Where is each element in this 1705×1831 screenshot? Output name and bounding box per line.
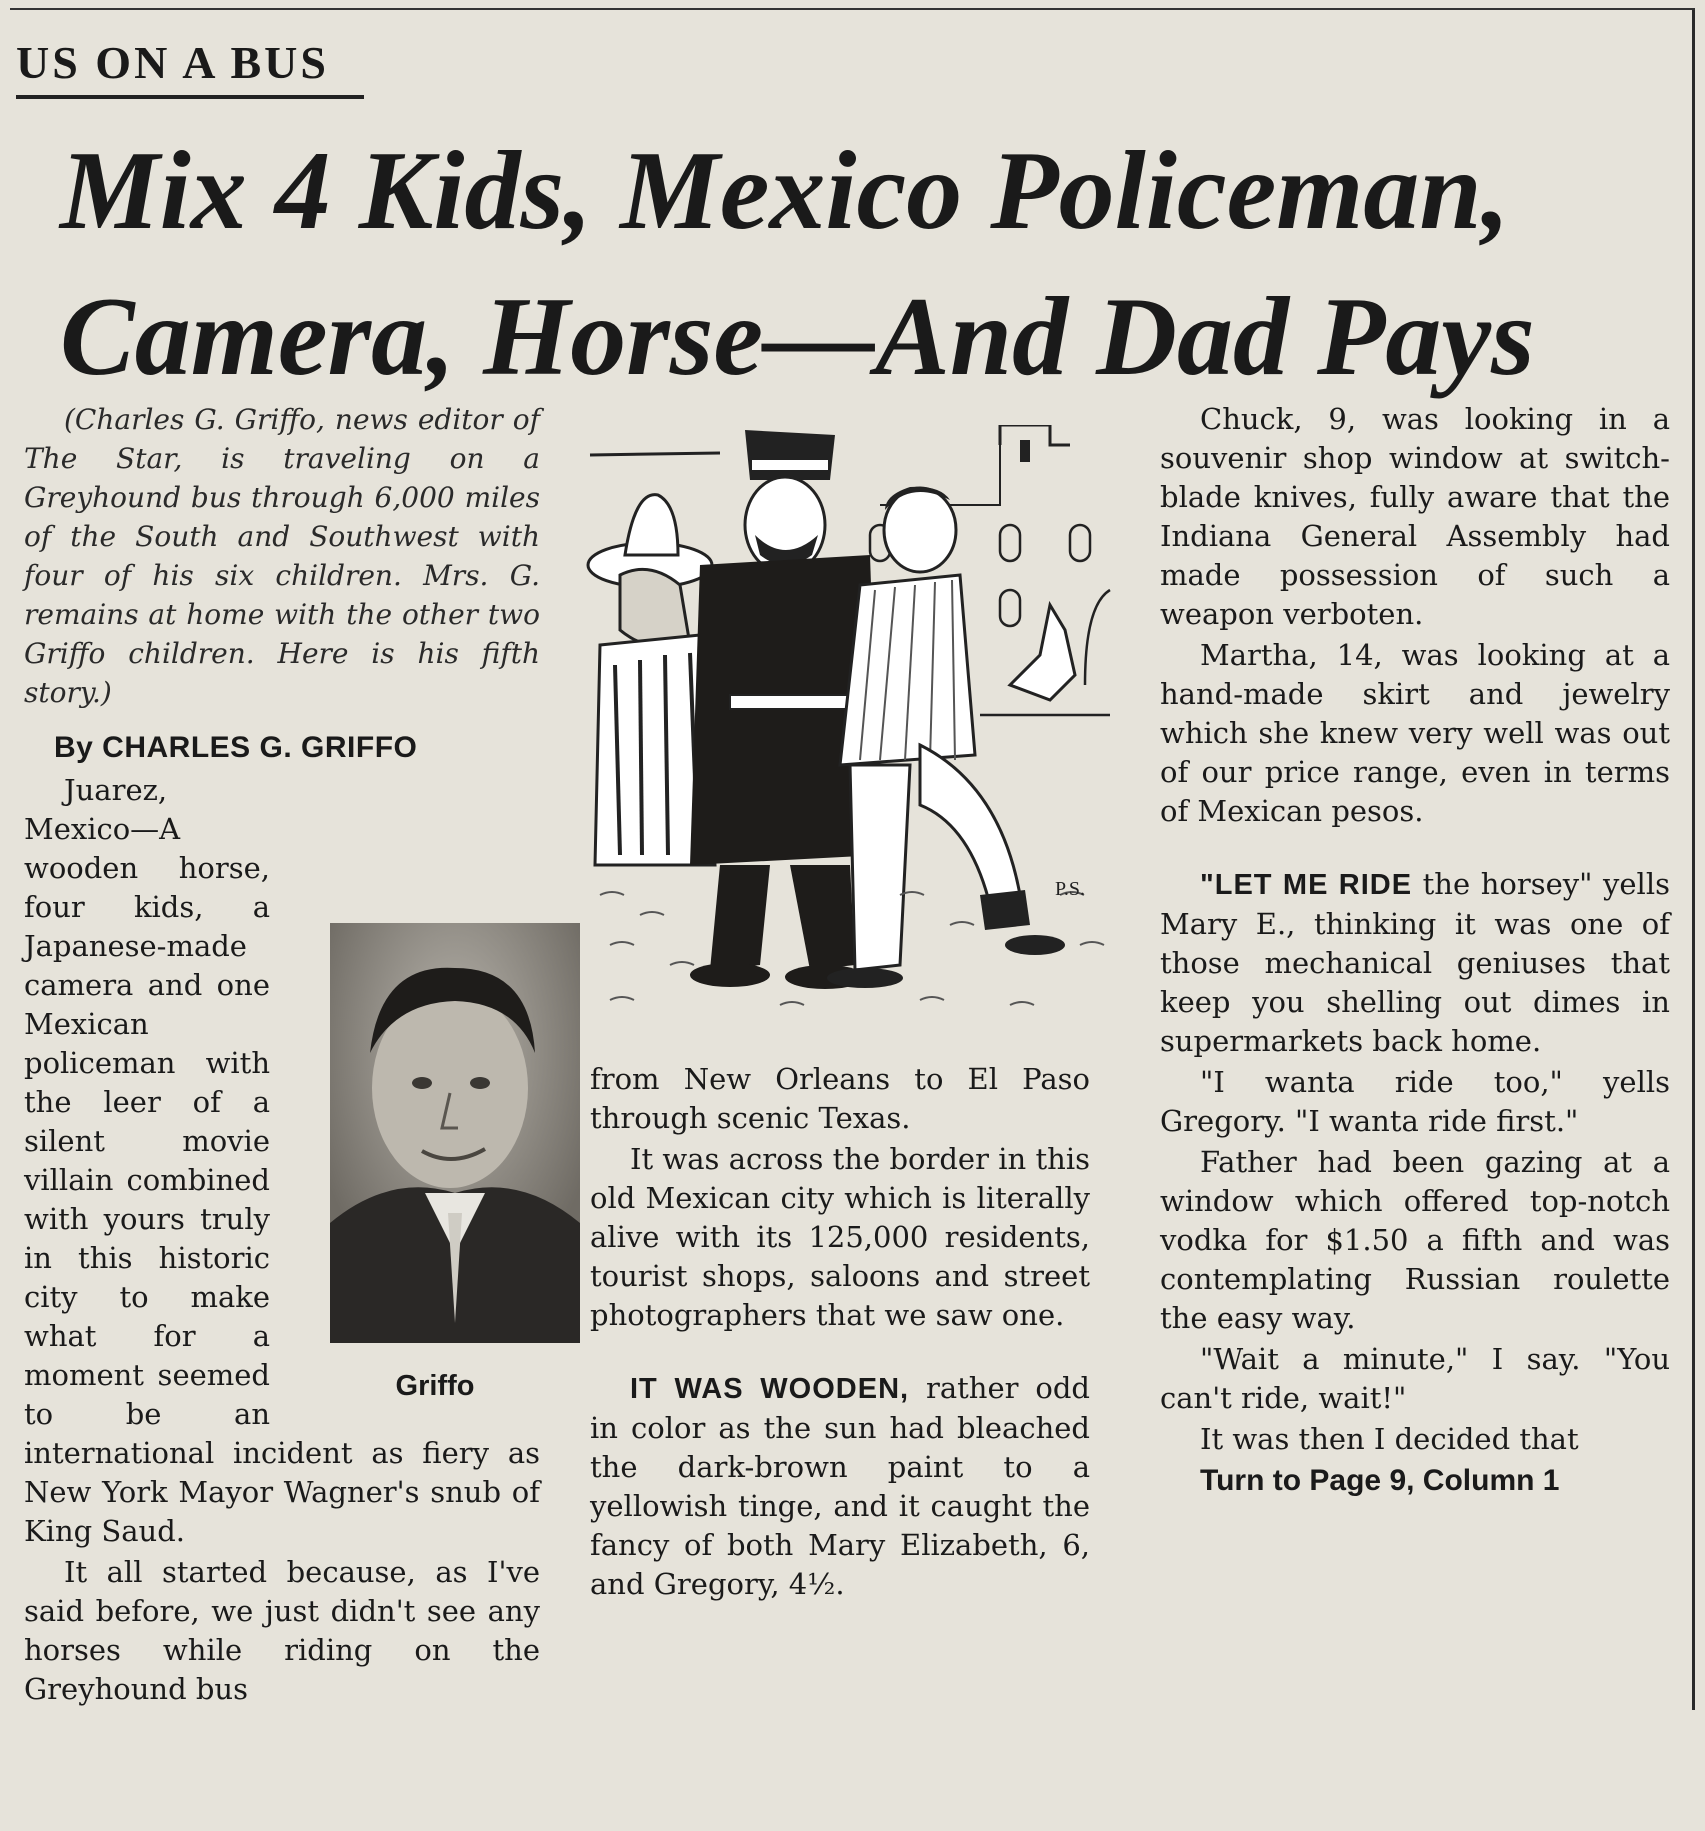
col2-paragraph-2: It was across the border in this old Mexican city which is literally alive with its 125,000 residents, tourist shops, saloons and street photographers that we saw one. xyxy=(590,1142,1090,1332)
col3-paragraph-2: Martha, 14, was looking at a hand-made skirt and jewelry which she knew very well was out of our price range, even in terms of Mexican pesos. xyxy=(1160,638,1670,828)
paragraph xyxy=(24,771,540,1551)
col1-paragraph-1: Juarez, Mexico—A wooden horse, four kids, a Japanese-made camera and one Mexican policeman with the leer of a silent movie villain combined with yours truly in this historic city to make what for a moment seemed to be an international incident as fiery as New York Mayor Wagner's snub of King Saud. xyxy=(24,773,540,1548)
col1-paragraph-2: It all started because, as I've said before, we just didn't see any horses while riding on the Greyhound bus xyxy=(24,1555,540,1706)
col3-paragraph-4: "I wanta ride too," yells Gregory. "I wanta ride first." xyxy=(1160,1065,1670,1138)
photo-caption: Griffo xyxy=(395,1370,475,1402)
column-rule xyxy=(1692,10,1695,1710)
col2-paragraph-3-text: rather odd in color as the sun had bleached the dark-brown paint to a yellowish tinge, and it caught the fancy of both Mary Elizabeth, 6, and Gregory, 4½. xyxy=(590,1371,1090,1601)
cartoon-illustration-icon xyxy=(580,425,1120,1025)
author-photo-block xyxy=(290,923,540,1406)
column-3 xyxy=(1160,400,1670,1500)
illustration-signature: P.S. xyxy=(1055,878,1086,900)
col3-paragraph-1: Chuck, 9, was looking in a souvenir shop window at switch-blade knives, fully aware that the Indiana General Assembly had made possession of such a weapon verboten. xyxy=(1160,402,1670,631)
column-1 xyxy=(24,400,540,1709)
newspaper-clipping xyxy=(10,8,1695,1820)
col3-paragraph-7: It was then I decided that xyxy=(1200,1422,1579,1456)
col3-paragraph-3 xyxy=(1160,865,1670,1061)
byline: By CHARLES G. GRIFFO xyxy=(54,731,418,764)
headline xyxy=(60,118,1680,410)
col3-paragraph-3-text: the horsey" yells Mary E., thinking it was one of those mechanical geniuses that keep you shelling out dimes in supermarkets back home. xyxy=(1160,867,1670,1058)
column-2 xyxy=(590,1060,1090,1604)
headline-line-1: Mix 4 Kids, Mexico Policeman, xyxy=(60,129,1510,253)
col2-paragraph-3 xyxy=(590,1369,1090,1604)
headline-line-2: Camera, Horse—And Dad Pays xyxy=(60,275,1535,399)
col3-paragraph-6: "Wait a minute," I say. "You can't ride, wait!" xyxy=(1160,1342,1670,1415)
editor-note: (Charles G. Griffo, news editor of The Star, is traveling on a Greyhound bus through 6,000 miles of the South and Southwest with four of his six children. Mrs. G. remains at home with the other two Griffo children. Here is his fifth story.) xyxy=(24,403,540,709)
subhead: "LET ME RIDE xyxy=(1200,869,1413,901)
kicker-label: US ON A BUS xyxy=(16,36,364,99)
subhead: IT WAS WOODEN, xyxy=(630,1373,910,1405)
continuation-line: Turn to Page 9, Column 1 xyxy=(1200,1464,1560,1497)
col2-paragraph-1: from New Orleans to El Paso through scenic Texas. xyxy=(590,1062,1090,1135)
col3-paragraph-5: Father had been gazing at a window which offered top-notch vodka for $1.50 a fifth and was contemplating Russian roulette the easy way. xyxy=(1160,1145,1670,1335)
portrait-photo-icon xyxy=(330,923,580,1343)
